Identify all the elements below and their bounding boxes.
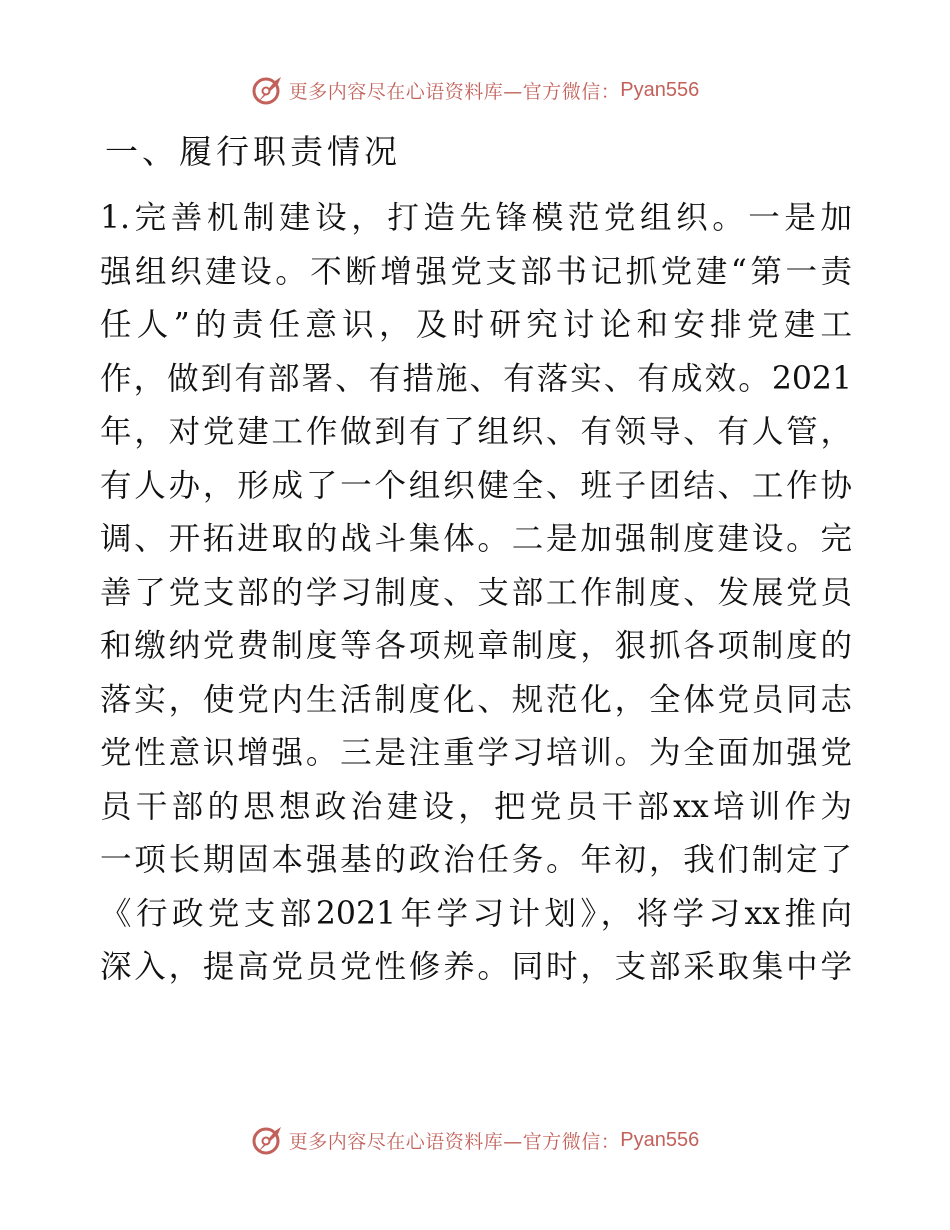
text-line: 善了党支部的学习制度、支部工作制度、发展党员 [100,574,852,611]
quill-circle-logo-icon [251,1123,285,1157]
text-line: 党性意识增强。三是注重学习培训。为全面加强党 [100,735,852,771]
text-line: 落实，使党内生活制度化、规范化，全体党员同志 [100,681,852,718]
text-line: 1.完善机制建设，打造先锋模范党组织。一是加 [100,200,852,236]
text-line: 作，做到有部署、有措施、有落实、有成效。2021 [100,360,852,397]
text-line: 有人办，形成了一个组织健全、班子团结、工作协 [100,467,852,504]
text-line: 和缴纳党费制度等各项规章制度，狠抓各项制度的 [100,628,852,664]
watermark-wechat-handle: Pyan556 [620,78,700,101]
header-watermark [0,70,950,110]
text-line: 调、开拓进取的战斗集体。二是加强制度建设。完 [100,521,852,557]
body-paragraph [100,192,852,995]
text-line: 年，对党建工作做到有了组织、有领导、有人管， [100,414,852,450]
text-line: 员干部的思想政治建设，把党员干部xx培训作为 [100,788,852,825]
text-line: 强组织建设。不断增强党支部书记抓党建“第一责 [100,253,852,290]
text-line: 《行政党支部2021年学习计划》，将学习xx推向 [100,895,852,932]
watermark-wechat-handle: Pyan556 [620,1128,700,1151]
text-line: 任人”的责任意识，及时研究讨论和安排党建工 [100,307,852,343]
footer-watermark [0,1120,950,1160]
section-heading: 一、履行职责情况 [105,132,401,171]
watermark-text: 更多内容尽在心语资料库—官方微信： [288,80,621,103]
text-line: 一项长期固本强基的政治任务。年初，我们制定了 [100,842,852,878]
watermark-text: 更多内容尽在心语资料库—官方微信： [288,1130,621,1153]
text-line: 深入，提高党员党性修养。同时，支部采取集中学 [100,949,852,985]
quill-circle-logo-icon [251,73,285,107]
